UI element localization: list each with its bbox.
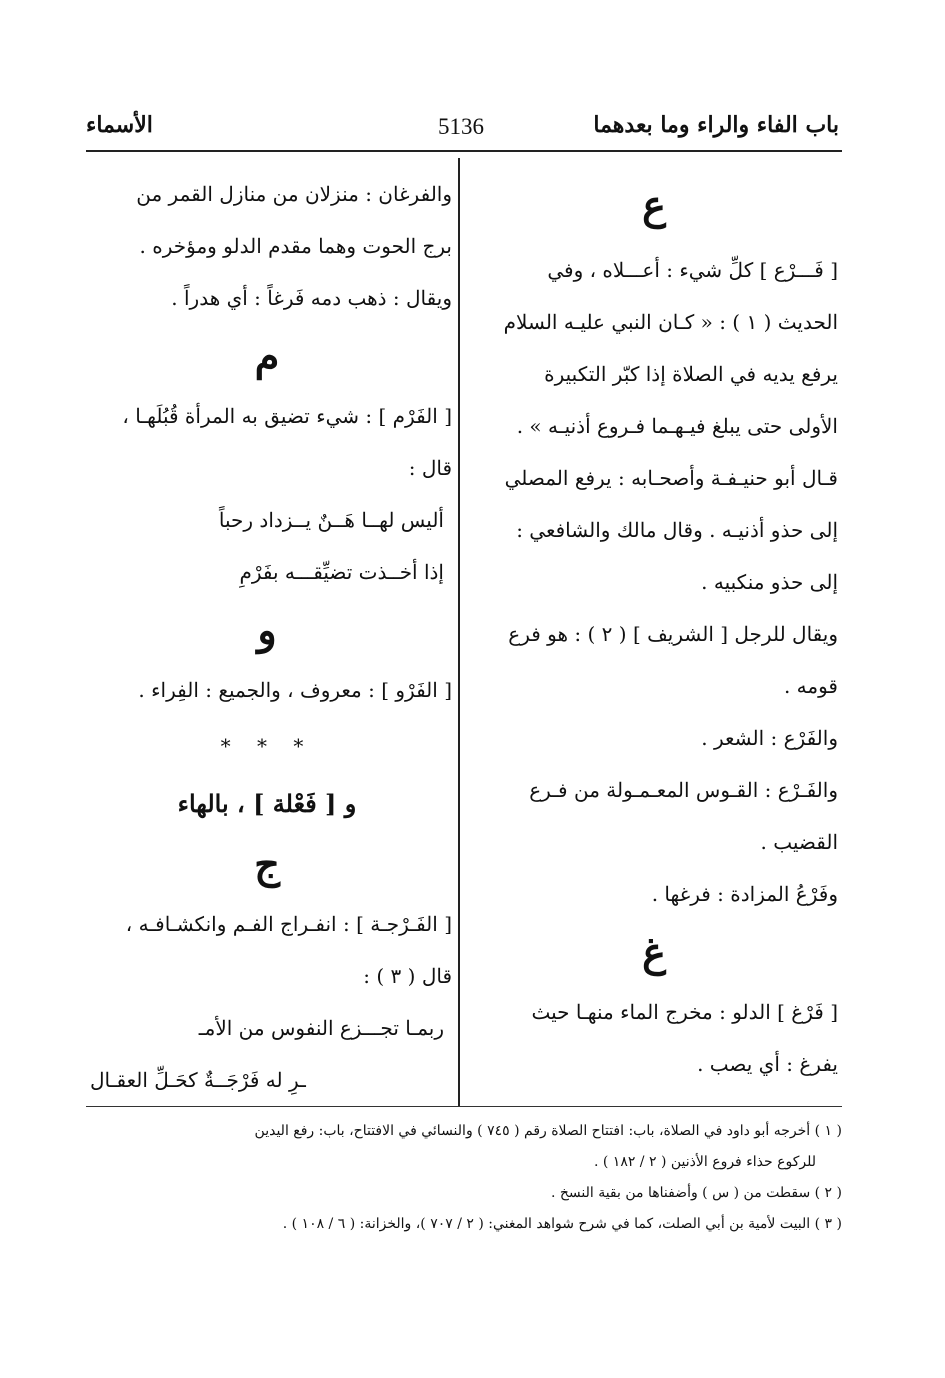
column-divider xyxy=(458,158,460,1106)
entry-line: القضيب . xyxy=(760,830,838,854)
entry-line: قال ( ٣ ) : xyxy=(363,964,452,988)
entry-line: قال : xyxy=(408,456,452,480)
section-title: الأسماء xyxy=(86,112,153,138)
left-column xyxy=(82,168,452,1106)
entry-line: والفَرْع : الشعر . xyxy=(701,726,838,750)
letter-heading-jim: ج xyxy=(254,841,280,888)
subheading: و [ فَعْلة ] ، بالهاء xyxy=(177,789,357,818)
footnote-rule xyxy=(86,1106,842,1107)
letter-heading-waw: و xyxy=(257,607,277,654)
entry-line: يفرغ : أي يصب . xyxy=(697,1052,838,1076)
footnotes xyxy=(82,1116,842,1240)
entry-line: ويقال : ذهب دمه فَرغاً : أي هدراً . xyxy=(171,286,452,310)
footnote-line: للركوع حذاء فروع الأذنين ( ٢ / ١٨٢ ) . xyxy=(593,1154,816,1170)
entry-line: الأولى حتى يبلغ فيـهـما فـروع أذنيـه » . xyxy=(516,414,838,438)
footnote-line: ( ١ ) أخرجه أبو داود في الصلاة، باب: افتتاح الصلاة رقم ( ٧٤٥ ) والنسائي في الافتتاح، باب: رفع اليدين xyxy=(254,1123,842,1139)
entry-line: برج الحوت وهما مقدم الدلو ومؤخره . xyxy=(139,234,452,258)
entry-line: [ الفَرْو ] : معروف ، والجميع : الفِراء . xyxy=(138,678,452,702)
entry-line: إلى حذو أذنيـه . وقال مالك والشافعي : xyxy=(516,518,838,542)
chapter-title: باب الفاء والراء وما بعدهما xyxy=(593,112,839,138)
entry-line: والفَـرْع : القـوس المعـمـولة من فـرع xyxy=(529,778,838,802)
verse-line: أليس لهــا هَــنٌ يــزداد رحباً xyxy=(218,508,444,532)
letter-heading-ain: ع xyxy=(642,182,666,229)
entry-line: [ الفَـرْجـة ] : انفـراج الفـم وانكشـافـه ، xyxy=(125,912,452,936)
letter-heading-ghain: غ xyxy=(642,929,666,976)
verse-line: ربمـا تجـــزع النفوس من الأمـ xyxy=(198,1016,444,1040)
letter-heading-mim: م xyxy=(254,333,280,380)
verse-line: إذا أخــذت تضيِّقـــه بفَرْمِ xyxy=(239,560,444,584)
entry-line: قومه . xyxy=(783,674,838,698)
page-number: 5136 xyxy=(438,114,484,139)
entry-line: يرفع يديه في الصلاة إذا كبّر التكبيرة xyxy=(544,362,838,386)
entry-line: والفرغان : منزلان من منازل القمر من xyxy=(136,182,452,206)
entry-line: [ فَـــرْع ] كلِّ شيء : أعـــلاه ، وفي xyxy=(547,258,838,282)
footnote-line: ( ٢ ) سقطت من ( س ) وأضفناها من بقية النسخ . xyxy=(550,1185,842,1201)
footnote-line: ( ٣ ) البيت لأمية بن أبي الصلت، كما في شرح شواهد المغني: ( ٢ / ٧٠٧ )، والخزانة: ( ٦ / ١٠٨ ) . xyxy=(282,1216,842,1232)
right-column xyxy=(470,168,838,1090)
section-separator: * * * xyxy=(220,734,314,758)
entry-line: [ فَرْغ ] الدلو : مخرج الماء منهـا حيث xyxy=(531,1000,838,1024)
entry-line: إلى حذو منكبيه . xyxy=(701,570,838,594)
entry-line: قـال أبو حنيـفـة وأصحـابه : يرفع المصلي xyxy=(504,466,838,490)
header-rule xyxy=(86,150,842,152)
entry-line: [ الفَرْم ] : شيء تضيق به المرأة قُبُلَهـا ، xyxy=(122,404,452,428)
entry-line: الحديث ( ١ ) : « كـان النبي عليـه السلام xyxy=(503,310,838,334)
entry-line: وفَرْعُ المزادة : فرغها . xyxy=(651,882,838,906)
verse-line: ـرِ له فَرْجَــةٌ كحَـلِّ العقـال xyxy=(90,1068,306,1092)
entry-line: ويقال للرجل [ الشريف ] ( ٢ ) : هو فرع xyxy=(508,622,838,646)
